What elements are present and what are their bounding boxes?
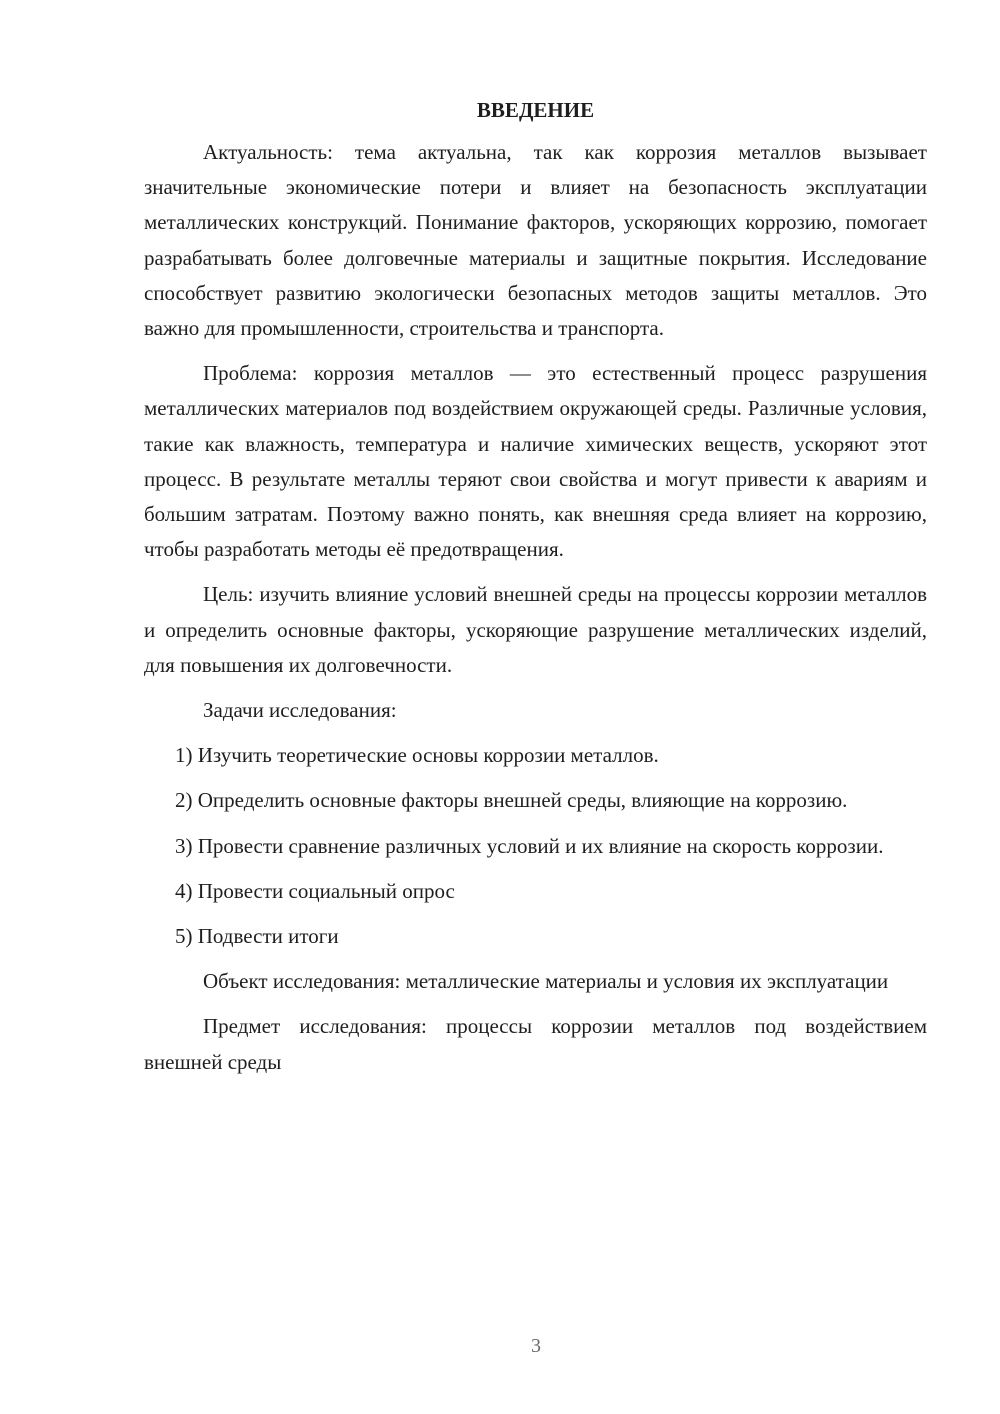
page-number: 3 <box>531 1335 541 1357</box>
task-item: 1) Изучить теоретические основы коррозии металлов. <box>175 743 659 768</box>
page-heading: ВВЕДЕНИЕ <box>476 98 595 122</box>
task-item: 2) Определить основные факторы внешней среды, влияющие на коррозию. <box>175 788 848 813</box>
object-paragraph: Объект исследования: металлические материалы и условия их эксплуатации <box>203 969 889 994</box>
tasks-intro: Задачи исследования: <box>203 698 397 723</box>
subject-paragraph: Предмет исследования: процессы коррозии металлов под воздействием внешней среды <box>144 1014 927 1074</box>
goal-paragraph: Цель: изучить влияние условий внешней среды на процессы коррозии металлов и определить основные факторы, ускоряющие разрушение металлических изделий, для повышения их долговечности. <box>144 582 927 677</box>
task-item: 3) Провести сравнение различных условий и их влияние на скорость коррозии. <box>175 833 884 858</box>
task-item: 5) Подвести итоги <box>175 924 339 949</box>
problem-paragraph: Проблема: коррозия металлов — это естественный процесс разрушения металлических материалов под воздействием окружающей среды. Различные условия, такие как влажность, температура и наличие химических веществ, ускоряют этот процесс. В результате металлы теряют свои свойства и могут привести к авариям и большим затратам. Поэтому важно понять, как внешняя среда влияет на коррозию, чтобы разработать методы её предотвращения. <box>144 361 927 562</box>
page-content <box>144 95 927 1090</box>
relevance-paragraph: Актуальность: тема актуальна, так как коррозия металлов вызывает значительные экономические потери и влияет на безопасность эксплуатации металлических конструкций. Понимание факторов, ускоряющих коррозию, помогает разрабатывать более долговечные материалы и защитные покрытия. Исследование способствует развитию экологически безопасных методов защиты металлов. Это важно для промышленности, строительства и транспорта. <box>144 140 927 341</box>
task-item: 4) Провести социальный опрос <box>175 878 455 903</box>
